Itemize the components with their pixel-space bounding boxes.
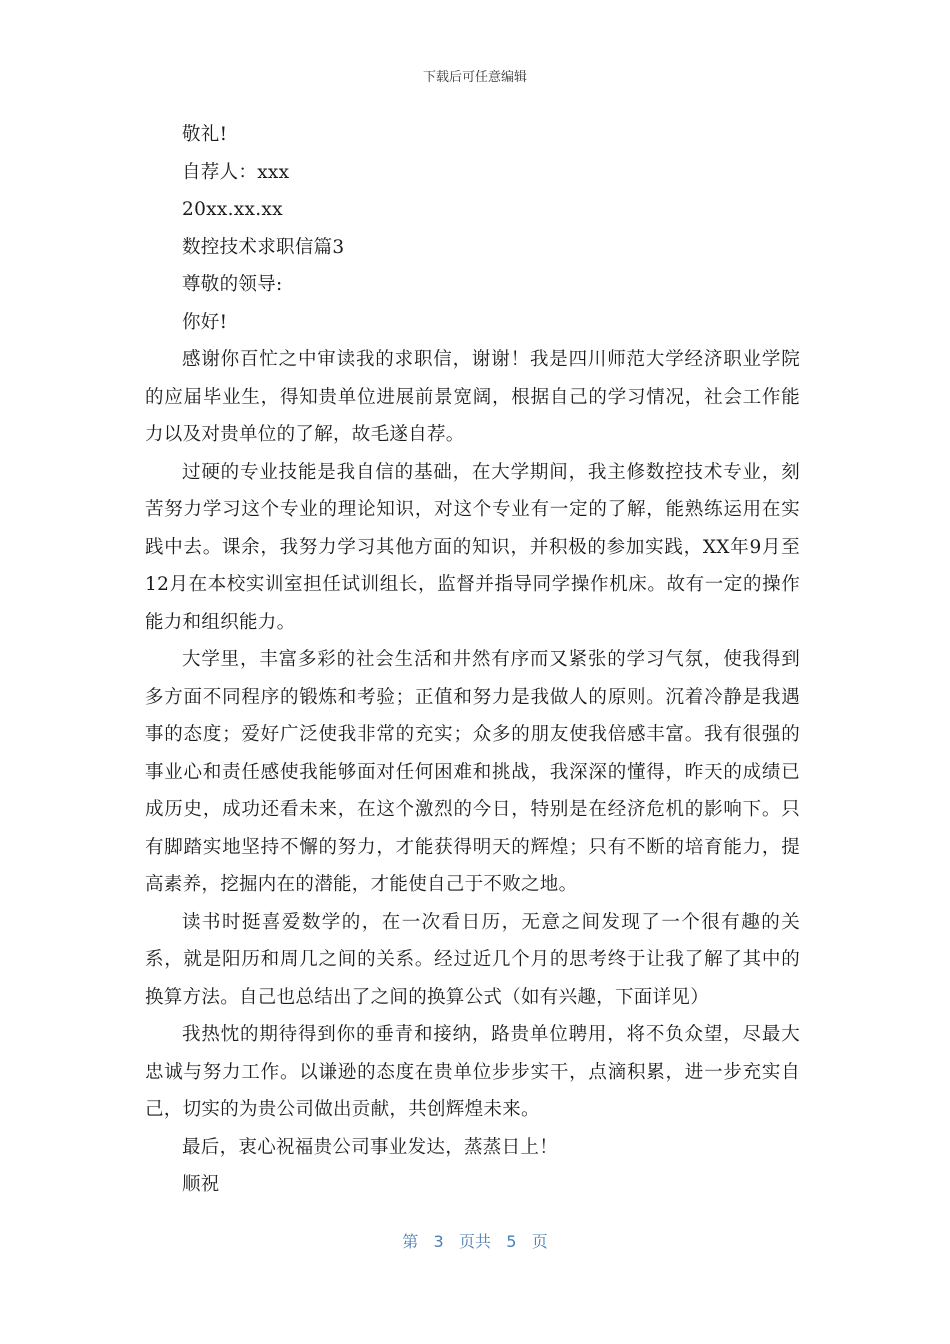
body-paragraph: 我热忱的期待得到你的垂青和接纳，路贵单位聘用，将不负众望，尽最大忠诚与努力工作。以谦逊的态度在贵单位步步实干，点滴积累，进一步充实自己，切实的为贵公司做出贡献，共创辉煌未来。 — [145, 1024, 800, 1120]
document-body — [145, 116, 800, 1204]
body-paragraph: 过硬的专业技能是我自信的基础，在大学期间，我主修数控技术专业，刻苦努力学习这个专业的理论知识，对这个专业有一定的了解，能熟练运用在实践中去。课余，我努力学习其他方面的知识，并积极的参加实践，XX年9月至12月在本校实训室担任试训组长，监督并指导同学操作机床。故有一定的操作能力和组织能力。 — [145, 461, 800, 633]
greeting-line: 尊敬的领导: — [182, 274, 283, 295]
body-paragraph: 感谢你百忙之中审读我的求职信，谢谢！我是四川师范大学经济职业学院的应届毕业生，得知贵单位进展前景宽阔，根据自己的学习情况，社会工作能力以及对贵单位的了解，故毛遂自荐。 — [145, 349, 800, 445]
closing-salute: 敬礼! — [182, 124, 228, 145]
footer-total-pages: 5 — [506, 1232, 517, 1251]
signature-line: 自荐人：xxx — [182, 161, 290, 183]
body-paragraph: 读书时挺喜爱数学的，在一次看日历，无意之间发现了一个很有趣的关系，就是阳历和周几之间的关系。经过近几个月的思考终于让我了解了其中的换算方法。自己也总结出了之间的换算公式（如有兴趣，下面详见） — [145, 911, 800, 1008]
footer-prefix: 第 — [402, 1232, 419, 1251]
page-header: 下载后可任意编辑 — [422, 70, 527, 85]
footer-suffix: 页 — [531, 1232, 548, 1251]
body-paragraph: 大学里，丰富多彩的社会生活和井然有序而又紧张的学习气氛，使我得到多方面不同程序的锻炼和考验；正值和努力是我做人的原则。沉着冷静是我遇事的态度；爱好广泛使我非常的充实；众多的朋友使我倍感丰富。我有很强的事业心和责任感使我能够面对任何困难和挑战，我深深的懂得，昨天的成绩已成历史，成功还看未来，在这个激烈的今日，特别是在经济危机的影响下。只有脚踏实地坚持不懈的努力，才能获得明天的辉煌；只有不断的培育能力，提高素养，挖掘内在的潜能，才能使自己于不败之地。 — [145, 649, 800, 895]
section-title: 数控技术求职信篇3 — [182, 236, 345, 258]
body-paragraph: 最后，衷心祝福贵公司事业发达，蒸蒸日上！ — [182, 1136, 559, 1158]
sign-off-line: 顺祝 — [182, 1174, 220, 1195]
footer-page-number: 3 — [433, 1232, 444, 1251]
hello-line: 你好! — [182, 311, 228, 333]
page-footer — [0, 1229, 950, 1252]
date-line: 20xx.xx.xx — [182, 199, 283, 220]
footer-middle: 页共 — [458, 1232, 491, 1251]
